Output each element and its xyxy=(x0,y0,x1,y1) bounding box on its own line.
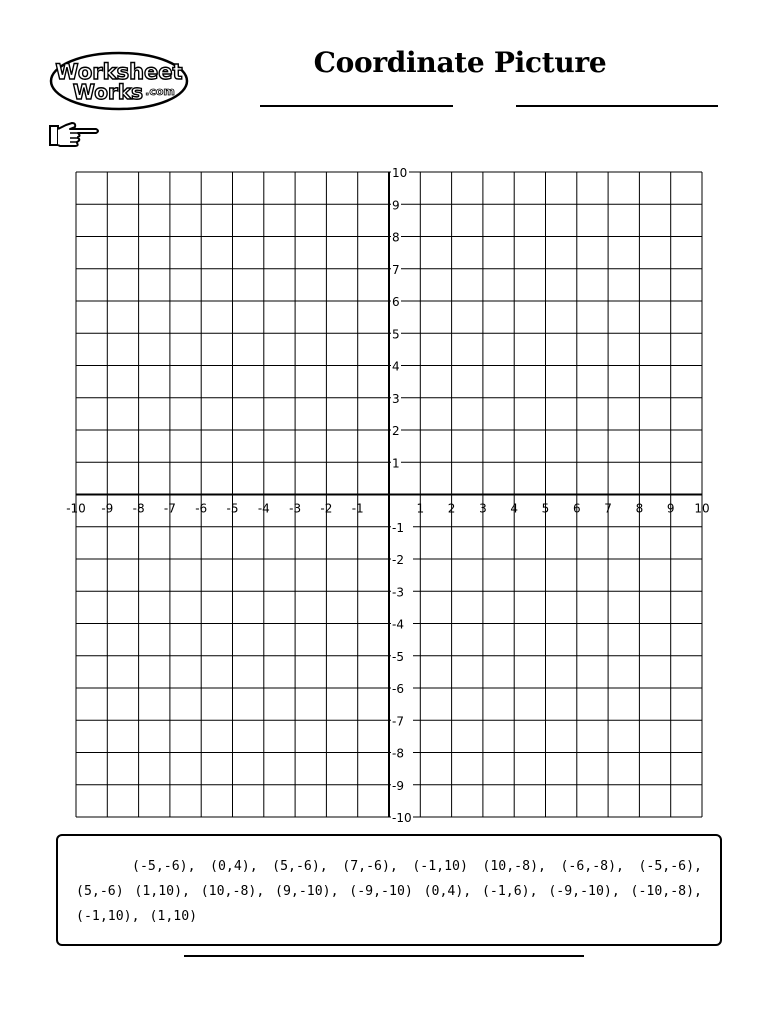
coordinate-pairs: (-5,-6), (0,4), (5,-6), (7,-6), (-1,10) (10,-8), (-6,-8), (-5,-6), (5,-6) (1,10), (10,-8), (9,-10), (-9,-10) (0,4), (-1,6), (-9,-10), (-10,-8), (-1,10), (1,10) xyxy=(76,859,702,924)
y-tick-label: -1 xyxy=(392,520,404,535)
y-tick-label: 10 xyxy=(392,166,408,180)
y-tick-label: -3 xyxy=(392,585,404,600)
y-tick-label: -2 xyxy=(392,553,404,567)
x-tick-label: -4 xyxy=(257,501,270,516)
y-tick-label: 1 xyxy=(392,456,400,471)
y-tick-label: 8 xyxy=(392,230,400,245)
y-tick-label: 3 xyxy=(392,391,400,406)
page-title: Coordinate Picture xyxy=(313,46,607,79)
x-tick-label: 8 xyxy=(635,501,644,516)
x-tick-label: 4 xyxy=(510,501,519,516)
y-tick-label: -5 xyxy=(392,649,404,664)
x-tick-label: -6 xyxy=(195,501,208,516)
x-tick-label: 7 xyxy=(604,501,612,516)
x-tick-label: -3 xyxy=(289,501,302,516)
x-tick-label: 3 xyxy=(479,501,487,516)
x-tick-label: -8 xyxy=(132,501,145,516)
x-tick-label: -7 xyxy=(163,501,176,516)
x-tick-label: -10 xyxy=(66,501,86,516)
y-tick-label: -10 xyxy=(392,811,412,825)
y-tick-label: 4 xyxy=(392,359,400,374)
y-tick-label: 9 xyxy=(392,198,400,213)
x-tick-label: 10 xyxy=(694,501,710,516)
y-tick-label: -8 xyxy=(392,746,404,761)
x-tick-label: -1 xyxy=(351,501,364,516)
y-tick-label: -6 xyxy=(392,682,404,696)
x-tick-label: 5 xyxy=(541,501,550,516)
x-tick-label: 1 xyxy=(416,501,425,516)
y-tick-label: 6 xyxy=(392,295,400,309)
y-tick-label: -4 xyxy=(392,617,404,632)
x-tick-label: 9 xyxy=(666,501,675,516)
svg-text:.com: .com xyxy=(145,85,175,98)
svg-text:Worksheet: Worksheet xyxy=(55,60,183,84)
x-tick-label: -5 xyxy=(226,501,239,516)
y-tick-label: -7 xyxy=(392,714,404,729)
x-tick-label: 6 xyxy=(572,501,581,516)
coordinates-box xyxy=(56,834,722,946)
x-tick-label: 2 xyxy=(447,501,456,516)
bottom-rule xyxy=(184,955,584,957)
x-tick-label: -9 xyxy=(101,501,114,516)
x-tick-label: -2 xyxy=(320,501,333,516)
y-tick-label: -9 xyxy=(392,778,404,793)
y-tick-label: 7 xyxy=(392,262,400,277)
y-tick-label: 5 xyxy=(392,327,400,342)
svg-text:Works: Works xyxy=(72,80,144,104)
y-tick-label: 2 xyxy=(392,424,400,438)
